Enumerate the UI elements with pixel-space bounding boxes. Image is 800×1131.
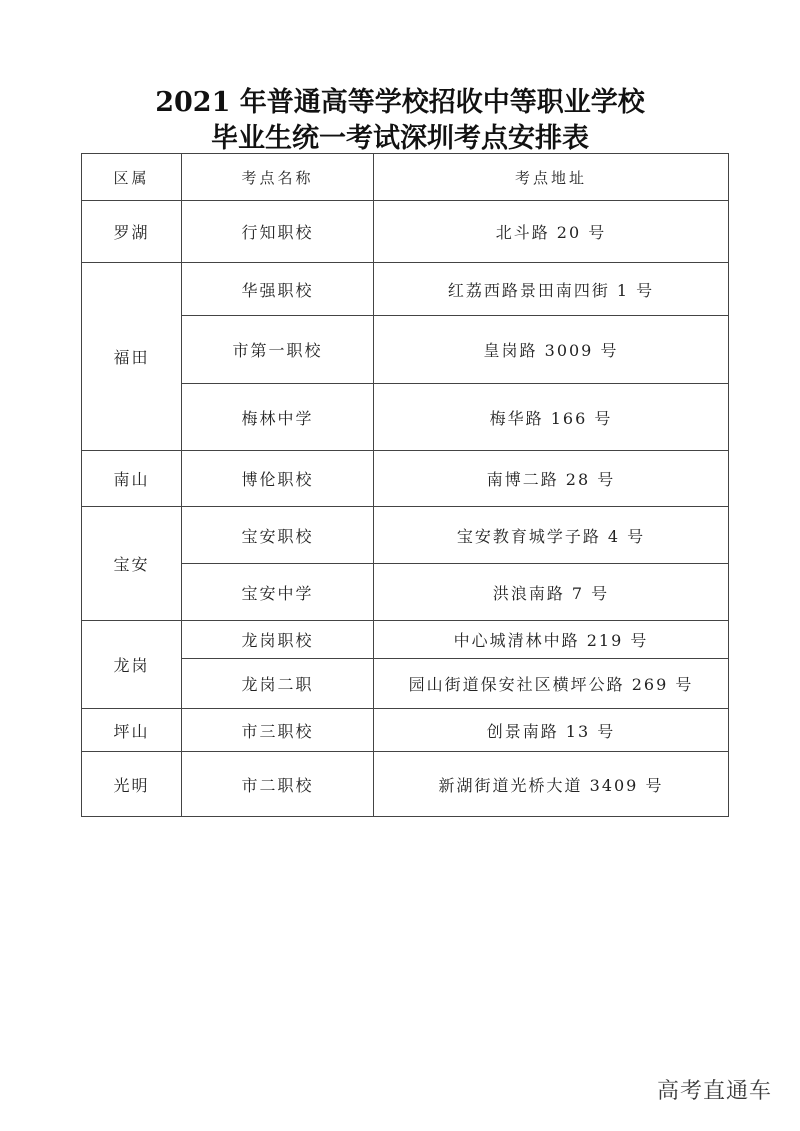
table-row	[82, 709, 729, 752]
table-row	[82, 507, 729, 564]
table-header-row	[82, 154, 729, 201]
document-title-line1: 2021 年普通高等学校招收中等职业学校	[155, 87, 645, 118]
table-row	[82, 451, 729, 507]
site-name-cell: 龙岗职校	[182, 621, 374, 659]
site-name-cell: 市二职校	[182, 752, 374, 817]
site-name-cell: 梅林中学	[182, 384, 374, 451]
site-address-cell: 洪浪南路 7 号	[374, 564, 729, 621]
site-address-cell: 园山街道保安社区横坪公路 269 号	[374, 659, 729, 709]
header-district: 区属	[82, 154, 182, 201]
district-cell: 坪山	[82, 709, 182, 752]
site-address-cell: 南博二路 28 号	[374, 451, 729, 507]
site-address-cell: 新湖街道光桥大道 3409 号	[374, 752, 729, 817]
site-name-cell: 龙岗二职	[182, 659, 374, 709]
table-row	[82, 263, 729, 316]
district-cell: 龙岗	[82, 621, 182, 709]
site-name-cell: 博伦职校	[182, 451, 374, 507]
district-cell: 福田	[82, 263, 182, 451]
site-address-cell: 中心城清林中路 219 号	[374, 621, 729, 659]
table-row	[82, 752, 729, 817]
header-site-name: 考点名称	[182, 154, 374, 201]
exam-site-table	[81, 153, 729, 817]
site-name-cell: 宝安中学	[182, 564, 374, 621]
site-name-cell: 市第一职校	[182, 316, 374, 384]
document-title-line2: 毕业生统一考试深圳考点安排表	[211, 123, 589, 154]
site-address-cell: 梅华路 166 号	[374, 384, 729, 451]
site-name-cell: 行知职校	[182, 201, 374, 263]
district-cell: 宝安	[82, 507, 182, 621]
district-cell: 南山	[82, 451, 182, 507]
table-row	[82, 201, 729, 263]
site-address-cell: 宝安教育城学子路 4 号	[374, 507, 729, 564]
watermark-label: 高考直通车	[656, 1079, 772, 1104]
header-site-address: 考点地址	[374, 154, 729, 201]
table-row	[82, 621, 729, 659]
district-cell: 罗湖	[82, 201, 182, 263]
site-name-cell: 市三职校	[182, 709, 374, 752]
site-address-cell: 创景南路 13 号	[374, 709, 729, 752]
site-name-cell: 宝安职校	[182, 507, 374, 564]
site-name-cell: 华强职校	[182, 263, 374, 316]
site-address-cell: 皇岗路 3009 号	[374, 316, 729, 384]
site-address-cell: 红荔西路景田南四街 1 号	[374, 263, 729, 316]
site-address-cell: 北斗路 20 号	[374, 201, 729, 263]
district-cell: 光明	[82, 752, 182, 817]
